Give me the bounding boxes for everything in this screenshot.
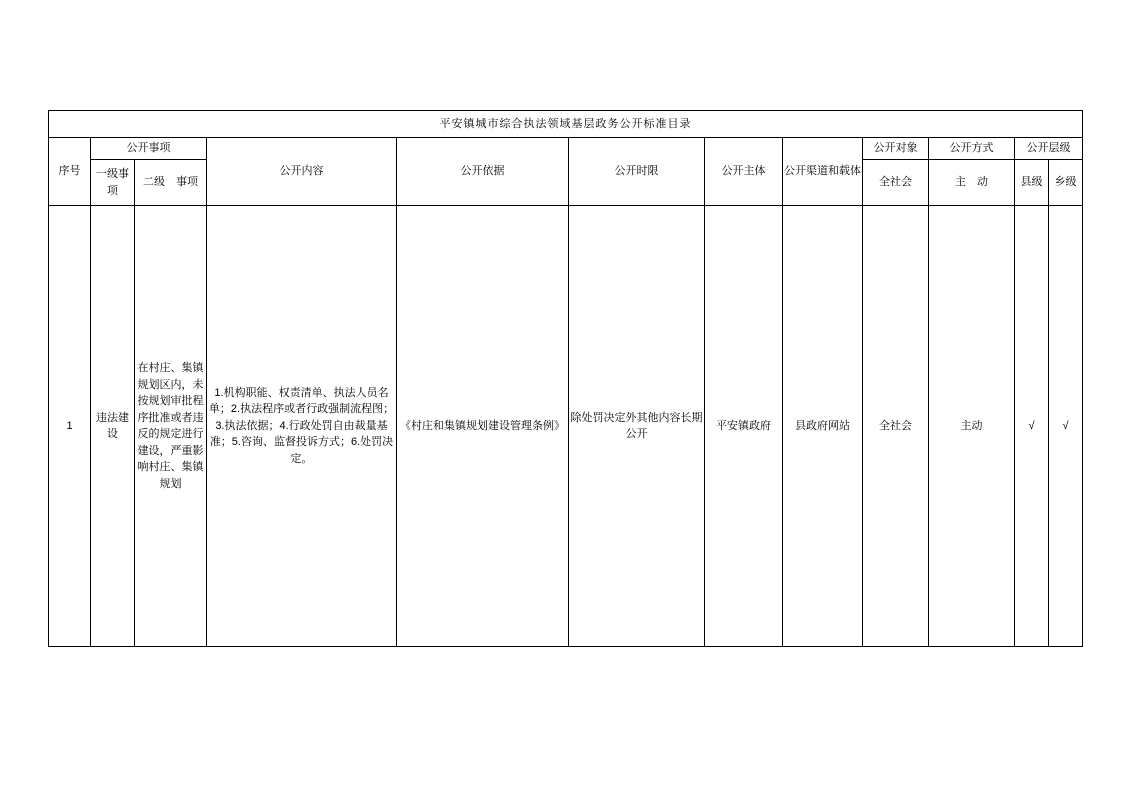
header-town: 乡级: [1049, 160, 1083, 206]
header-mode: 公开方式: [929, 138, 1015, 160]
cell-seq: 1: [49, 206, 91, 647]
document-title: 平安镇城市综合执法领域基层政务公开标准目录: [49, 111, 1083, 138]
header-content: 公开内容: [207, 138, 397, 206]
header-time-limit: 公开时限: [569, 138, 705, 206]
header-level-group: 公开层级: [1015, 138, 1083, 160]
title-row: [49, 111, 1083, 138]
cell-town-check: √: [1049, 206, 1083, 647]
catalog-sheet: [48, 110, 1077, 647]
header-channel: 公开渠道和载体: [783, 138, 863, 206]
table-row: [49, 206, 1083, 647]
header-subject: 公开主体: [705, 138, 783, 206]
header-object-value: 全社会: [863, 160, 929, 206]
header-seq: 序号: [49, 138, 91, 206]
cell-level2: 在村庄、集镇规划区内，未按规划审批程序批准或者违反的规定进行建设，严重影响村庄、集镇规划: [135, 206, 207, 647]
header-object: 公开对象: [863, 138, 929, 160]
cell-content: 1.机构职能、权责清单、执法人员名单；2.执法程序或者行政强制流程图；3.执法依据；4.行政处罚自由裁量基准；5.咨询、监督投诉方式；6.处罚决定。: [207, 206, 397, 647]
header-level2: 二级 事项: [135, 160, 207, 206]
header-basis: 公开依据: [397, 138, 569, 206]
cell-mode: 主动: [929, 206, 1015, 647]
header-row-top: [49, 138, 1083, 160]
cell-channel: 县政府网站: [783, 206, 863, 647]
cell-time-limit: 除处罚决定外其他内容长期公开: [569, 206, 705, 647]
cell-basis: 《村庄和集镇规划建设管理条例》: [397, 206, 569, 647]
cell-level1: 违法建设: [91, 206, 135, 647]
header-mode-value: 主 动: [929, 160, 1015, 206]
cell-subject: 平安镇政府: [705, 206, 783, 647]
header-level1: 一级事项: [91, 160, 135, 206]
cell-object: 全社会: [863, 206, 929, 647]
catalog-table: [48, 110, 1083, 647]
cell-county-check: √: [1015, 206, 1049, 647]
header-public-items-group: 公开事项: [91, 138, 207, 160]
header-county: 县级: [1015, 160, 1049, 206]
